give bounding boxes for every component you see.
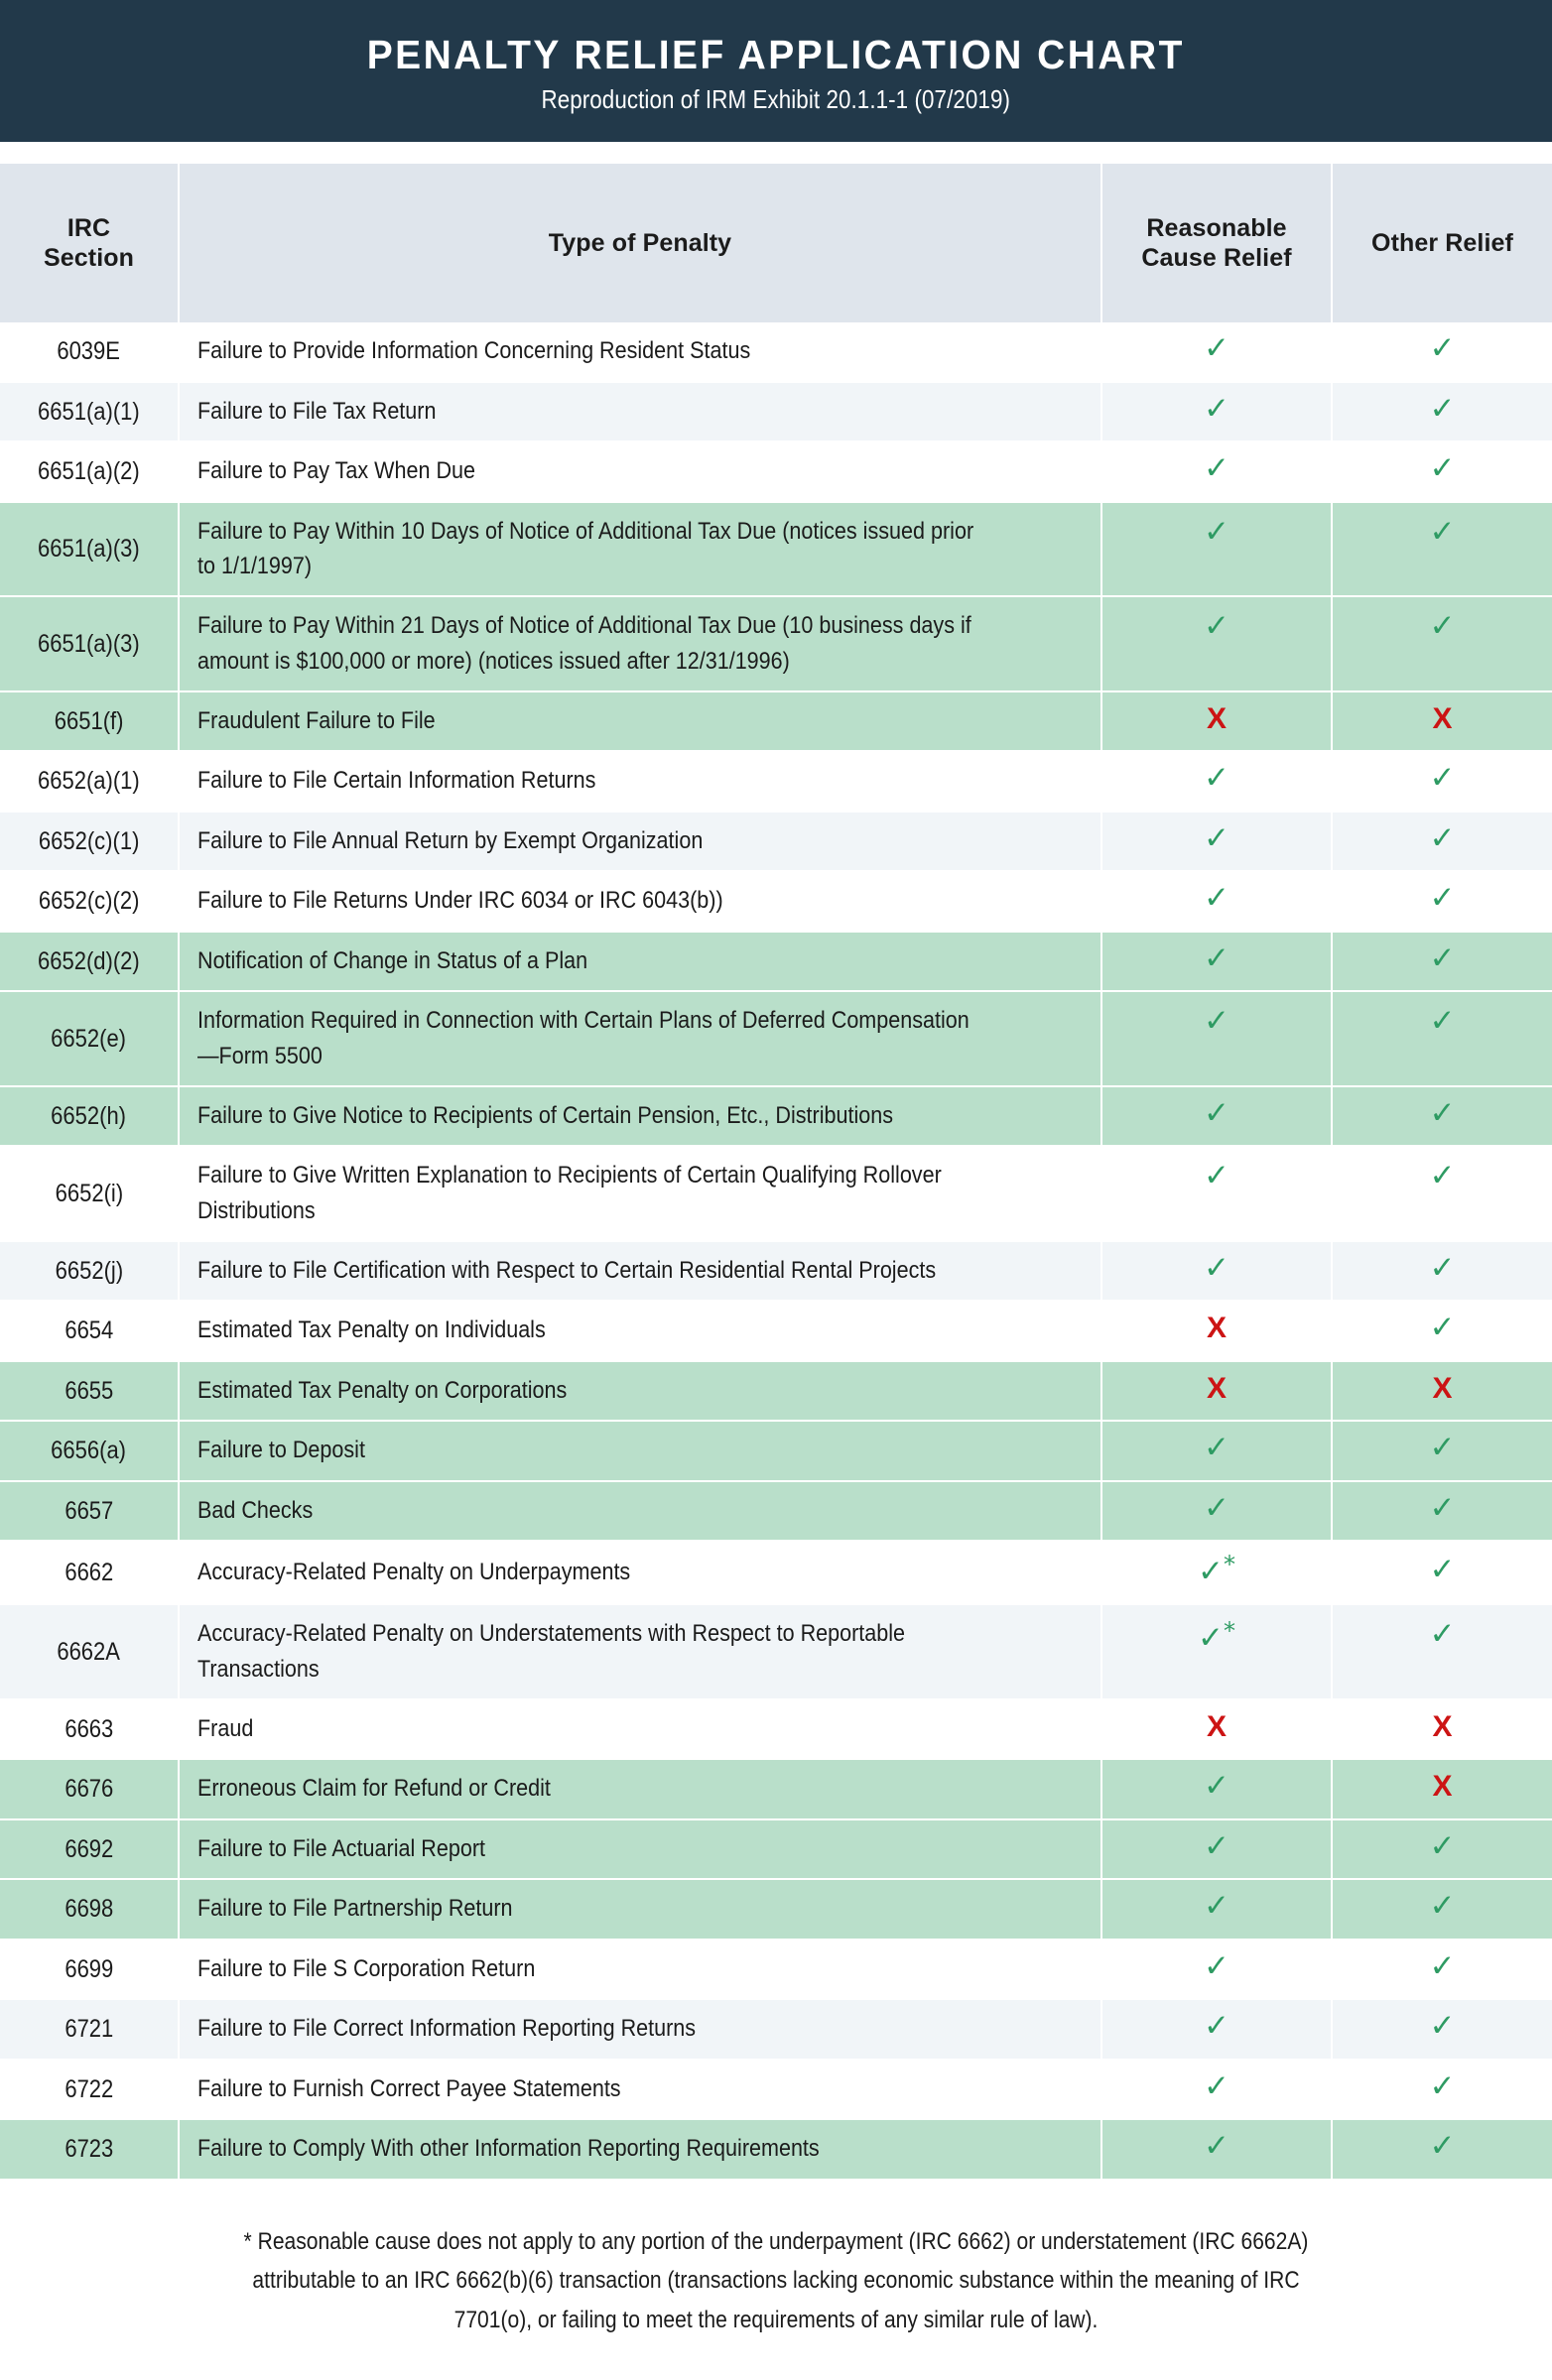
cell-irc-section	[0, 1999, 179, 2060]
cell-type-of-penalty	[179, 2060, 1101, 2120]
cell-irc-section	[0, 1481, 179, 1542]
type-of-penalty-value: Accuracy-Related Penalty on Understatements with Respect to Reportable Transactions	[197, 1620, 906, 1683]
irc-section-value: 6652(c)(1)	[38, 826, 140, 855]
cell-reasonable-cause-relief	[1101, 751, 1332, 812]
penalty-relief-table	[0, 164, 1552, 2181]
table-row	[0, 1086, 1552, 1147]
irc-section-value: 6676	[65, 1775, 113, 1804]
table-row	[0, 1699, 1552, 1760]
cell-other-relief	[1332, 2119, 1552, 2180]
irc-section-value: 6698	[65, 1895, 113, 1924]
irc-section-value: 6723	[65, 2135, 113, 2164]
irc-section-value: 6662A	[57, 1637, 121, 1666]
cell-type-of-penalty	[179, 1940, 1101, 2000]
check-with-asterisk-icon	[1198, 1551, 1235, 1590]
type-of-penalty-value: Failure to Give Notice to Recipients of Certain Pension, Etc., Distributions	[197, 1101, 894, 1129]
cell-type-of-penalty	[179, 441, 1101, 502]
table-row	[0, 322, 1552, 382]
cell-type-of-penalty	[179, 1241, 1101, 1302]
check-icon: ✓	[1429, 608, 1456, 645]
cell-irc-section	[0, 812, 179, 872]
cell-type-of-penalty	[179, 812, 1101, 872]
cell-type-of-penalty	[179, 502, 1101, 597]
irc-section-value: 6657	[65, 1496, 113, 1525]
cell-other-relief	[1332, 1604, 1552, 1699]
irc-section-value: 6652(e)	[51, 1024, 127, 1053]
cell-reasonable-cause-relief	[1101, 1361, 1332, 1422]
irc-section-value: 6662	[65, 1558, 113, 1586]
check-icon: ✓	[1429, 760, 1456, 797]
table-row	[0, 1421, 1552, 1481]
cell-other-relief	[1332, 596, 1552, 691]
cell-irc-section	[0, 871, 179, 932]
cell-reasonable-cause-relief	[1101, 1604, 1332, 1699]
cell-irc-section	[0, 2060, 179, 2120]
check-icon: ✓	[1429, 880, 1456, 917]
check-icon: ✓	[1429, 1249, 1456, 1286]
check-icon: ✓	[1204, 1003, 1229, 1040]
table-row	[0, 1541, 1552, 1604]
table-row	[0, 751, 1552, 812]
cell-irc-section	[0, 322, 179, 382]
cell-irc-section	[0, 991, 179, 1086]
check-icon: ✓	[1204, 1430, 1229, 1466]
irc-section-value: 6651(a)(2)	[38, 457, 140, 485]
cell-other-relief	[1332, 1940, 1552, 2000]
irc-section-value: 6654	[65, 1316, 113, 1345]
table-body	[0, 322, 1552, 2180]
cell-other-relief	[1332, 1541, 1552, 1604]
column-header-type-of-penalty: Type of Penalty	[179, 164, 1101, 322]
check-icon: ✓	[1204, 2067, 1229, 2104]
cell-type-of-penalty	[179, 691, 1101, 752]
irc-section-value: 6652(d)(2)	[38, 946, 140, 975]
cross-icon: X	[1432, 1770, 1453, 1804]
check-icon: ✓	[1204, 2008, 1229, 2045]
type-of-penalty-value: Erroneous Claim for Refund or Credit	[197, 1775, 551, 1803]
type-of-penalty-value: Fraudulent Failure to File	[197, 706, 436, 734]
footnote-text: * Reasonable cause does not apply to any portion of the underpayment (IRC 6662) or understatement (IRC 6662A) attributable to an IRC 6662(b)(6) transaction (transactions lacking economic substance within the meaning of IRC 7701(o), or failing to meet the requirements of any similar rule of law).	[243, 2227, 1309, 2333]
check-icon: ✓	[1204, 1489, 1229, 1526]
check-icon: ✓	[1204, 819, 1229, 856]
cell-reasonable-cause-relief	[1101, 991, 1332, 1086]
check-icon: ✓	[1204, 608, 1229, 645]
cell-other-relief	[1332, 382, 1552, 442]
asterisk-icon: *	[1223, 1617, 1235, 1646]
cell-reasonable-cause-relief	[1101, 1999, 1332, 2060]
cell-type-of-penalty	[179, 1481, 1101, 1542]
cell-type-of-penalty	[179, 1086, 1101, 1147]
check-icon: ✓	[1204, 1768, 1229, 1805]
check-icon: ✓	[1204, 1827, 1229, 1864]
cell-reasonable-cause-relief	[1101, 1146, 1332, 1241]
table-header	[0, 164, 1552, 322]
cell-irc-section	[0, 1421, 179, 1481]
type-of-penalty-value: Accuracy-Related Penalty on Underpayments	[197, 1559, 631, 1586]
type-of-penalty-value: Failure to File Certification with Respect to Certain Residential Rental Projects	[197, 1256, 937, 1284]
check-icon: ✓	[1204, 1888, 1229, 1925]
type-of-penalty-value: Failure to Provide Information Concerning Resident Status	[197, 337, 751, 365]
banner-spacer	[0, 142, 1552, 164]
cell-other-relief	[1332, 2060, 1552, 2120]
cell-type-of-penalty	[179, 322, 1101, 382]
check-icon: ✓	[1204, 330, 1229, 367]
cell-irc-section	[0, 596, 179, 691]
cross-icon: X	[1432, 701, 1453, 735]
cell-irc-section	[0, 1940, 179, 2000]
check-icon: ✓	[1429, 1094, 1456, 1131]
table-row	[0, 1940, 1552, 2000]
check-icon: ✓	[1204, 760, 1229, 797]
cell-reasonable-cause-relief	[1101, 871, 1332, 932]
page-banner	[0, 0, 1552, 142]
irc-section-value: 6721	[65, 2015, 113, 2044]
cell-other-relief	[1332, 812, 1552, 872]
type-of-penalty-value: Estimated Tax Penalty on Individuals	[197, 1316, 546, 1344]
table-row	[0, 502, 1552, 597]
cell-type-of-penalty	[179, 596, 1101, 691]
cell-reasonable-cause-relief	[1101, 502, 1332, 597]
cell-other-relief	[1332, 1241, 1552, 1302]
cell-irc-section	[0, 441, 179, 502]
cell-type-of-penalty	[179, 382, 1101, 442]
irc-section-value: 6652(a)(1)	[38, 767, 140, 796]
check-icon: ✓	[1204, 1249, 1229, 1286]
cell-type-of-penalty	[179, 871, 1101, 932]
type-of-penalty-value: Information Required in Connection with Certain Plans of Deferred Compensation—Form 5500	[197, 1007, 970, 1069]
irc-section-value: 6722	[65, 2074, 113, 2103]
cell-reasonable-cause-relief	[1101, 1086, 1332, 1147]
cell-irc-section	[0, 1086, 179, 1147]
cell-irc-section	[0, 932, 179, 992]
type-of-penalty-value: Failure to Comply With other Information Reporting Requirements	[197, 2135, 820, 2163]
cell-irc-section	[0, 2119, 179, 2180]
check-icon: ✓	[1429, 819, 1456, 856]
table-row	[0, 1241, 1552, 1302]
check-icon: ✓	[1204, 2128, 1229, 2165]
cell-irc-section	[0, 1146, 179, 1241]
cell-other-relief	[1332, 1146, 1552, 1241]
cell-irc-section	[0, 1361, 179, 1422]
cell-type-of-penalty	[179, 1879, 1101, 1940]
check-icon: ✓	[1198, 1620, 1224, 1657]
cross-icon: X	[1206, 1709, 1227, 1743]
check-icon: ✓	[1429, 1947, 1456, 1984]
type-of-penalty-value: Failure to File Tax Return	[197, 397, 437, 425]
table-row	[0, 812, 1552, 872]
check-icon: ✓	[1429, 1430, 1456, 1466]
cell-other-relief	[1332, 691, 1552, 752]
check-icon: ✓	[1204, 513, 1229, 550]
cell-other-relief	[1332, 322, 1552, 382]
cell-reasonable-cause-relief	[1101, 2060, 1332, 2120]
cell-type-of-penalty	[179, 1301, 1101, 1361]
cell-reasonable-cause-relief	[1101, 1241, 1332, 1302]
table-row	[0, 1879, 1552, 1940]
cell-other-relief	[1332, 871, 1552, 932]
check-icon: ✓	[1204, 450, 1229, 487]
type-of-penalty-value: Failure to Pay Tax When Due	[197, 457, 476, 485]
type-of-penalty-value: Notification of Change in Status of a Plan	[197, 946, 588, 974]
check-icon: ✓	[1429, 390, 1456, 427]
type-of-penalty-value: Failure to File S Corporation Return	[197, 1954, 536, 1982]
cell-irc-section	[0, 502, 179, 597]
cell-other-relief	[1332, 1481, 1552, 1542]
check-icon: ✓	[1204, 1947, 1229, 1984]
check-with-asterisk-icon	[1198, 1617, 1235, 1657]
cell-type-of-penalty	[179, 1361, 1101, 1422]
irc-section-value: 6656(a)	[51, 1437, 127, 1465]
check-icon: ✓	[1429, 2008, 1456, 2045]
cell-reasonable-cause-relief	[1101, 691, 1332, 752]
table-row	[0, 1819, 1552, 1880]
table-row	[0, 1604, 1552, 1699]
cell-irc-section	[0, 382, 179, 442]
check-icon: ✓	[1429, 450, 1456, 487]
cell-reasonable-cause-relief	[1101, 1301, 1332, 1361]
type-of-penalty-value: Failure to Pay Within 21 Days of Notice of Additional Tax Due (10 business days if amount is $100,000 or more) (notices issued after 12/31/1996)	[197, 612, 971, 675]
table-row	[0, 991, 1552, 1086]
column-header-irc-line1: IRC	[66, 213, 111, 242]
cell-type-of-penalty	[179, 932, 1101, 992]
type-of-penalty-value: Bad Checks	[197, 1496, 314, 1524]
cell-other-relief	[1332, 932, 1552, 992]
cell-type-of-penalty	[179, 1604, 1101, 1699]
column-header-irc-section	[0, 164, 179, 322]
type-of-penalty-value: Failure to Furnish Correct Payee Statements	[197, 2074, 621, 2102]
cell-type-of-penalty	[179, 1999, 1101, 2060]
check-icon: ✓	[1204, 390, 1229, 427]
cell-other-relief	[1332, 1699, 1552, 1760]
cell-other-relief	[1332, 1361, 1552, 1422]
table-row	[0, 1301, 1552, 1361]
type-of-penalty-value: Failure to File Partnership Return	[197, 1895, 513, 1923]
cell-irc-section	[0, 751, 179, 812]
cell-type-of-penalty	[179, 991, 1101, 1086]
table-row	[0, 441, 1552, 502]
cell-irc-section	[0, 691, 179, 752]
type-of-penalty-value: Failure to File Correct Information Reporting Returns	[197, 2015, 697, 2043]
cell-reasonable-cause-relief	[1101, 1940, 1332, 2000]
column-header-other-relief: Other Relief	[1332, 164, 1552, 322]
check-icon: ✓	[1429, 1489, 1456, 1526]
cell-reasonable-cause-relief	[1101, 2119, 1332, 2180]
table-header-row	[0, 164, 1552, 322]
cell-reasonable-cause-relief	[1101, 596, 1332, 691]
irc-section-value: 6651(f)	[54, 706, 124, 735]
type-of-penalty-value: Failure to File Annual Return by Exempt Organization	[197, 826, 704, 854]
irc-section-value: 6652(j)	[55, 1256, 123, 1285]
cell-other-relief	[1332, 1879, 1552, 1940]
cross-icon: X	[1432, 1371, 1453, 1405]
cell-reasonable-cause-relief	[1101, 382, 1332, 442]
cross-icon: X	[1432, 1709, 1453, 1743]
cell-other-relief	[1332, 1759, 1552, 1819]
cell-type-of-penalty	[179, 751, 1101, 812]
type-of-penalty-value: Failure to File Certain Information Returns	[197, 767, 596, 795]
asterisk-icon: *	[1223, 1551, 1235, 1579]
check-icon: ✓	[1429, 1310, 1456, 1346]
table-row	[0, 932, 1552, 992]
cell-irc-section	[0, 1819, 179, 1880]
irc-section-value: 6651(a)(1)	[38, 397, 140, 426]
footnote	[0, 2181, 1552, 2380]
column-header-irc-line2: Section	[44, 244, 134, 272]
type-of-penalty-value: Failure to Deposit	[197, 1437, 365, 1464]
cell-reasonable-cause-relief	[1101, 932, 1332, 992]
check-icon: ✓	[1429, 2128, 1456, 2165]
irc-section-value: 6663	[65, 1714, 113, 1743]
irc-section-value: 6652(i)	[55, 1179, 123, 1207]
cell-irc-section	[0, 1241, 179, 1302]
cell-reasonable-cause-relief	[1101, 322, 1332, 382]
cell-irc-section	[0, 1879, 179, 1940]
cell-irc-section	[0, 1759, 179, 1819]
check-icon: ✓	[1429, 1158, 1456, 1194]
cell-reasonable-cause-relief	[1101, 441, 1332, 502]
irc-section-value: 6652(c)(2)	[38, 887, 140, 916]
cell-reasonable-cause-relief	[1101, 812, 1332, 872]
cell-other-relief	[1332, 1819, 1552, 1880]
type-of-penalty-value: Failure to Pay Within 10 Days of Notice of Additional Tax Due (notices issued prior to 1/1/1997)	[197, 517, 974, 580]
check-icon: ✓	[1429, 1888, 1456, 1925]
cell-other-relief	[1332, 1999, 1552, 2060]
cell-irc-section	[0, 1301, 179, 1361]
cell-reasonable-cause-relief	[1101, 1481, 1332, 1542]
cross-icon: X	[1206, 1371, 1227, 1405]
table-row	[0, 1361, 1552, 1422]
check-icon: ✓	[1204, 1094, 1229, 1131]
type-of-penalty-value: Estimated Tax Penalty on Corporations	[197, 1376, 568, 1404]
page-subtitle: Reproduction of IRM Exhibit 20.1.1-1 (07/2019)	[541, 84, 1011, 115]
cell-other-relief	[1332, 991, 1552, 1086]
cell-reasonable-cause-relief	[1101, 1699, 1332, 1760]
cell-other-relief	[1332, 1421, 1552, 1481]
check-icon: ✓	[1198, 1554, 1224, 1590]
table-row	[0, 382, 1552, 442]
table-row	[0, 1999, 1552, 2060]
cell-irc-section	[0, 1699, 179, 1760]
table-row	[0, 1481, 1552, 1542]
irc-section-value: 6692	[65, 1834, 113, 1863]
cell-other-relief	[1332, 1086, 1552, 1147]
table-row	[0, 2119, 1552, 2180]
check-icon: ✓	[1429, 330, 1456, 367]
table-row	[0, 871, 1552, 932]
irc-section-value: 6699	[65, 1954, 113, 1983]
page-title: PENALTY RELIEF APPLICATION CHART	[366, 31, 1186, 77]
type-of-penalty-value: Failure to Give Written Explanation to Recipients of Certain Qualifying Rollover Distributions	[197, 1162, 942, 1224]
column-header-rcr-line2: Cause Relief	[1141, 244, 1292, 272]
irc-section-value: 6652(h)	[51, 1101, 127, 1130]
check-icon: ✓	[1429, 1827, 1456, 1864]
check-icon: ✓	[1204, 880, 1229, 917]
cell-type-of-penalty	[179, 1421, 1101, 1481]
cell-type-of-penalty	[179, 1146, 1101, 1241]
type-of-penalty-value: Fraud	[197, 1714, 254, 1742]
cell-reasonable-cause-relief	[1101, 1541, 1332, 1604]
cell-irc-section	[0, 1541, 179, 1604]
check-icon: ✓	[1204, 939, 1229, 976]
irc-section-value: 6655	[65, 1376, 113, 1405]
cell-reasonable-cause-relief	[1101, 1819, 1332, 1880]
cell-type-of-penalty	[179, 1819, 1101, 1880]
cell-other-relief	[1332, 751, 1552, 812]
cross-icon: X	[1206, 701, 1227, 735]
cell-irc-section	[0, 1604, 179, 1699]
type-of-penalty-value: Failure to File Returns Under IRC 6034 or IRC 6043(b))	[197, 887, 723, 915]
column-header-reasonable-cause-relief	[1101, 164, 1332, 322]
irc-section-value: 6039E	[57, 337, 121, 365]
check-icon: ✓	[1429, 1552, 1456, 1588]
table-row	[0, 691, 1552, 752]
check-icon: ✓	[1429, 2067, 1456, 2104]
cell-type-of-penalty	[179, 1759, 1101, 1819]
check-icon: ✓	[1429, 1003, 1456, 1040]
check-icon: ✓	[1429, 513, 1456, 550]
cell-other-relief	[1332, 502, 1552, 597]
table-row	[0, 1146, 1552, 1241]
cell-reasonable-cause-relief	[1101, 1759, 1332, 1819]
cell-type-of-penalty	[179, 1699, 1101, 1760]
cell-type-of-penalty	[179, 1541, 1101, 1604]
cell-reasonable-cause-relief	[1101, 1421, 1332, 1481]
cell-type-of-penalty	[179, 2119, 1101, 2180]
cell-other-relief	[1332, 1301, 1552, 1361]
irc-section-value: 6651(a)(3)	[38, 535, 140, 564]
table-row	[0, 1759, 1552, 1819]
cell-other-relief	[1332, 441, 1552, 502]
cross-icon: X	[1206, 1312, 1227, 1345]
check-icon: ✓	[1204, 1158, 1229, 1194]
irc-section-value: 6651(a)(3)	[38, 629, 140, 658]
check-icon: ✓	[1429, 939, 1456, 976]
check-icon: ✓	[1429, 1616, 1456, 1653]
cell-reasonable-cause-relief	[1101, 1879, 1332, 1940]
type-of-penalty-value: Failure to File Actuarial Report	[197, 1834, 485, 1862]
column-header-rcr-line1: Reasonable	[1146, 213, 1287, 242]
table-row	[0, 2060, 1552, 2120]
table-row	[0, 596, 1552, 691]
